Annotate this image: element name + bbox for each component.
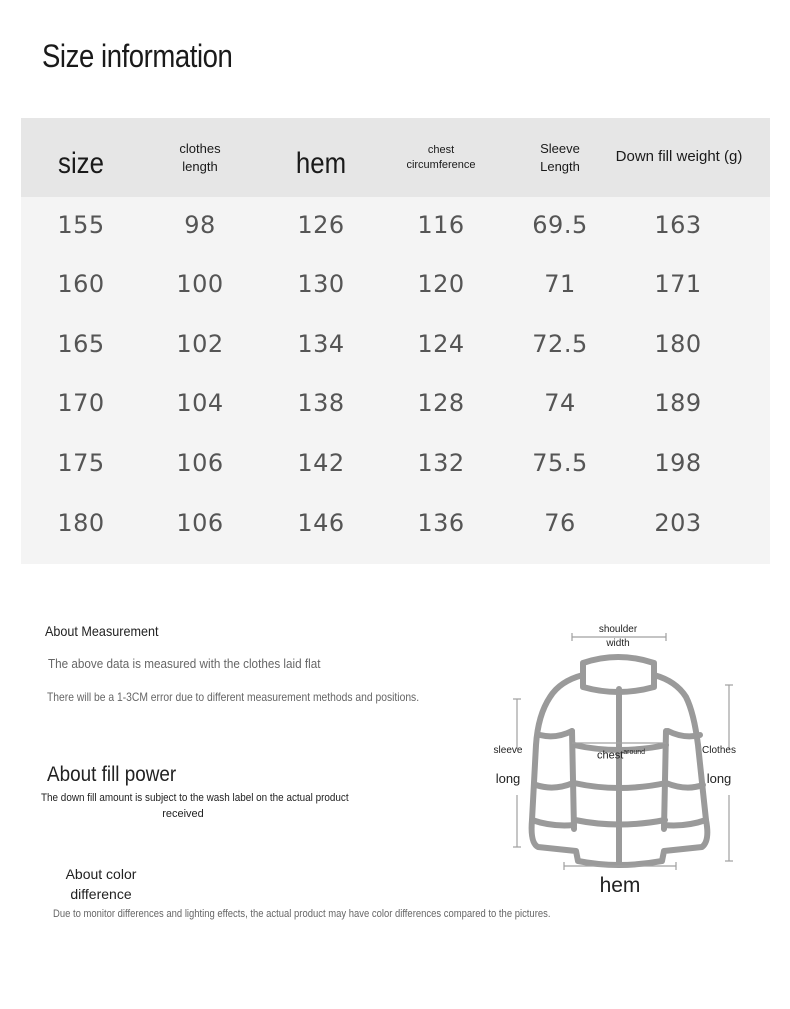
header-hem: hem [295,147,347,181]
header-clothes-length: clothes length [179,140,221,174]
cell-down-fill: 189 [654,388,702,417]
shoulder-width-label: shoulder width [598,624,638,649]
cell-clothes-length: 98 [184,210,216,239]
cell-clothes-length: 106 [176,448,224,477]
measurement-line-2: There will be a 1-3CM error due to different measurement methods and positions. [47,690,420,704]
cell-chest: 128 [417,388,465,417]
measurement-title: About Measurement [45,623,159,639]
cell-sleeve: 74 [544,388,576,417]
table-row [21,373,770,432]
cell-clothes-length: 102 [176,329,224,358]
cell-chest: 136 [417,508,465,537]
cell-down-fill: 180 [654,329,702,358]
cell-clothes-length: 106 [176,508,224,537]
page-title: Size information [42,38,233,74]
fill-power-line-2: received [162,808,204,820]
sleeve-long-label: sleeve long [493,745,523,786]
cell-sleeve: 72.5 [532,329,588,358]
cell-size: 170 [57,388,105,417]
color-title-line-1: About color [65,866,137,882]
header-sleeve-length: Sleeve Length [540,140,580,174]
cell-sleeve: 75.5 [532,448,588,477]
cell-size: 160 [57,269,105,298]
color-title-line-2: difference [70,886,132,902]
cell-hem: 142 [297,448,345,477]
hem-label: hem [599,874,641,897]
fill-power-line-1: The down fill amount is subject to the wash label on the actual product [41,792,349,804]
table-row [21,493,770,552]
cell-chest: 124 [417,329,465,358]
cell-hem: 126 [297,210,345,239]
cell-chest: 120 [417,269,465,298]
chest-around-label: chest$^{around}$ [596,749,646,762]
size-table [21,118,770,564]
cell-down-fill: 203 [654,508,702,537]
cell-size: 175 [57,448,105,477]
measurement-line-1: The above data is measured with the clothes laid flat [48,656,321,671]
size-table-header [21,118,770,197]
table-row [21,314,770,373]
header-chest-circumference: chest circumference [406,143,476,171]
cell-size: 155 [57,210,105,239]
cell-sleeve: 76 [544,508,576,537]
jacket-measurement-diagram [480,615,770,915]
cell-size: 180 [57,508,105,537]
table-row [21,254,770,313]
cell-clothes-length: 100 [176,269,224,298]
cell-down-fill: 163 [654,210,702,239]
cell-chest: 132 [417,448,465,477]
cell-clothes-length: 104 [176,388,224,417]
cell-down-fill: 171 [654,269,702,298]
cell-size: 165 [57,329,105,358]
cell-sleeve: 69.5 [532,210,588,239]
cell-hem: 146 [297,508,345,537]
cell-hem: 134 [297,329,345,358]
table-row [21,195,770,254]
color-difference-note: Due to monitor differences and lighting effects, the actual product may have color differences compared to the pictures. [53,908,551,920]
header-down-fill-weight: Down fill weight (g) [615,148,743,166]
cell-down-fill: 198 [654,448,702,477]
header-size: size [58,147,104,181]
cell-hem: 130 [297,269,345,298]
clothes-long-label: Clothes long [702,745,736,786]
cell-sleeve: 71 [544,269,576,298]
cell-hem: 138 [297,388,345,417]
cell-chest: 116 [417,210,465,239]
table-row [21,433,770,492]
fill-power-title: About fill power [47,763,177,786]
